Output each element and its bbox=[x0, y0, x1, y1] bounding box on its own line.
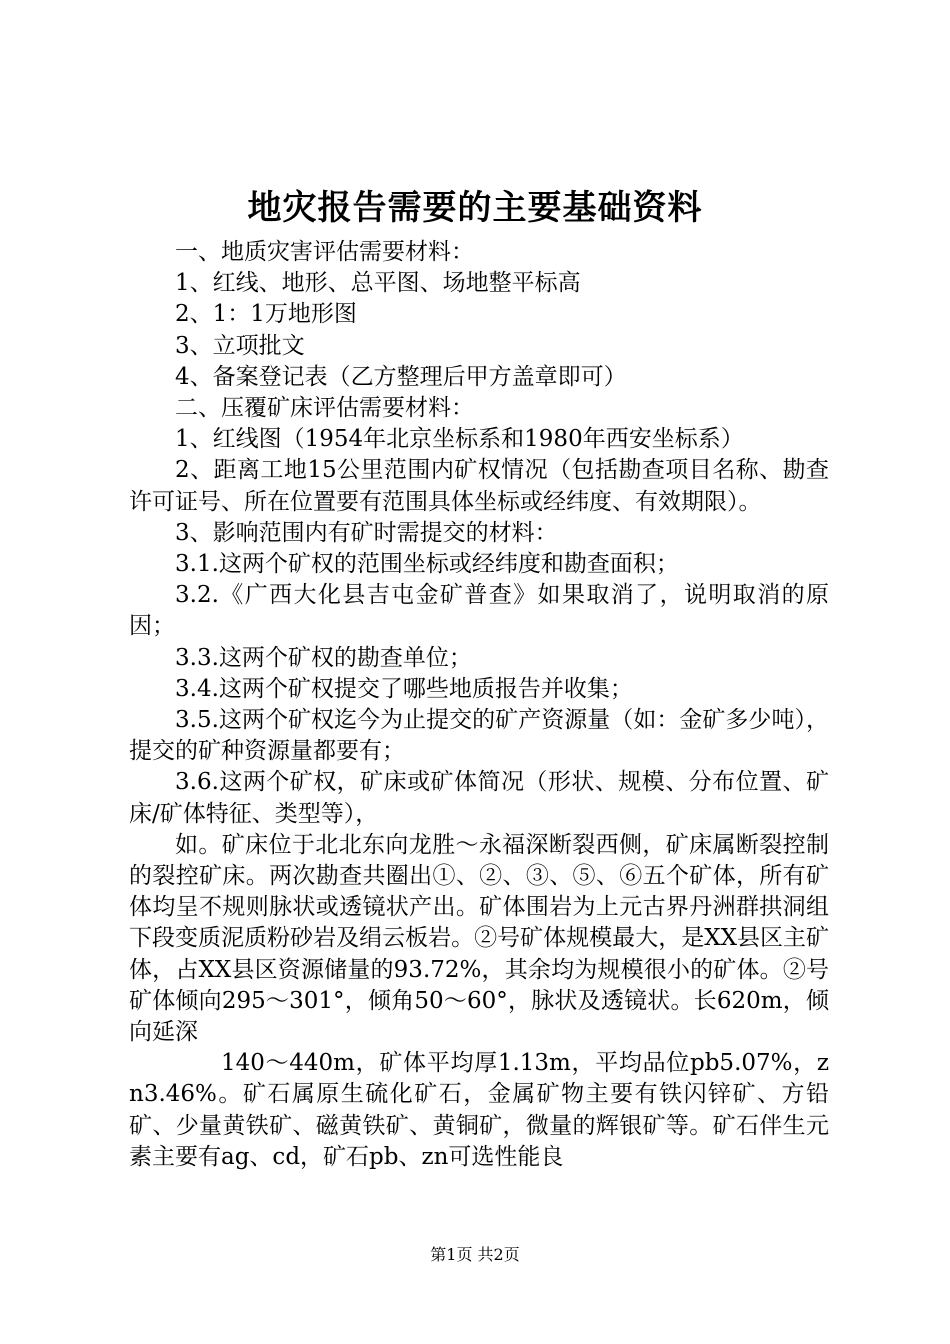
section-heading: 二、压覆矿床评估需要材料： bbox=[175, 395, 474, 422]
sub-item: 3.2.《广西大化县吉屯金矿普查》如果取消了，说明取消的原因； bbox=[129, 582, 829, 640]
list-item: 3、影响范围内有矿时需提交的材料： bbox=[175, 519, 558, 546]
page-footer: 第1页 共2页 bbox=[430, 1245, 520, 1264]
sub-item: 3.3.这两个矿权的勘查单位； bbox=[175, 644, 472, 671]
example-paragraph: 如。矿床位于北北东向龙胜～永福深断裂西侧，矿床属断裂控制的裂控矿床。两次勘查共圈出①、②、③、⑤、⑥五个矿体，所有矿体均呈不规则脉状或透镜状产出。矿体围岩为上元古界丹洲群拱洞组下段变质泥质粉砂岩及绢云板岩。②号矿体规模最大，是XX县区主矿体，占XX县区资源储量的93.72%，其余均为规模很小的矿体。②号矿体倾向295～301°，倾角50～60°，脉状及透镜状。长620m，倾向延深 bbox=[129, 831, 829, 1046]
list-item: 1、红线图（1954年北京坐标系和1980年西安坐标系） bbox=[175, 426, 744, 453]
document-title: 地灾报告需要的主要基础资料 bbox=[247, 188, 703, 228]
list-item: 2、1：1万地形图 bbox=[175, 301, 357, 328]
example-paragraph-continued: 140～440m，矿体平均厚1.13m，平均品位pb5.07%，zn3.46%。矿石属原生硫化矿石，金属矿物主要有铁闪锌矿、方铅矿、少量黄铁矿、磁黄铁矿、黄铜矿，微量的辉银矿等。矿石伴生元素主要有ag、cd，矿石pb、zn可选性能良 bbox=[129, 1050, 829, 1170]
section-heading: 一、地质灾害评估需要材料： bbox=[175, 239, 474, 265]
sub-item: 3.6.这两个矿权，矿床或矿体简况（形状、规模、分布位置、矿床/矿体特征、类型等）， bbox=[129, 769, 829, 827]
list-item: 4、备案登记表（乙方整理后甲方盖章即可） bbox=[175, 363, 627, 390]
list-item: 1、红线、地形、总平图、场地整平标高 bbox=[175, 270, 581, 297]
sub-item: 3.1.这两个矿权的范围坐标或经纬度和勘查面积； bbox=[175, 551, 679, 578]
document-body bbox=[129, 237, 829, 1173]
sub-item: 3.5.这两个矿权迄今为止提交的矿产资源量（如：金矿多少吨），提交的矿种资源量都要有； bbox=[129, 707, 829, 765]
list-item: 2、距离工地15公里范围内矿权情况（包括勘查项目名称、勘查许可证号、所在位置要有范围具体坐标或经纬度、有效期限）。 bbox=[129, 457, 829, 515]
list-item: 3、立项批文 bbox=[175, 332, 305, 359]
sub-item: 3.4.这两个矿权提交了哪些地质报告并收集； bbox=[175, 675, 633, 702]
